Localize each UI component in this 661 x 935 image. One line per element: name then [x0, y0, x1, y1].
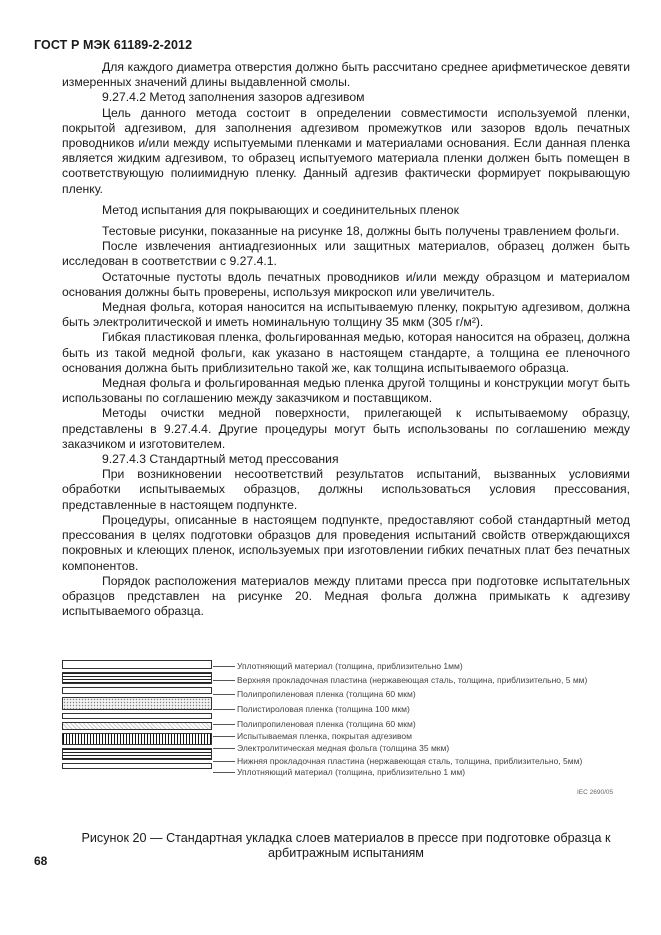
layer-label: Полистироловая пленка (толщина 100 мкм)	[237, 704, 410, 714]
leader-line	[213, 724, 235, 725]
paragraph: Медная фольга и фольгированная медью пленка другой толщины и конструкции могут быть использованы по соглашению между заказчиком и поставщиком.	[62, 376, 630, 406]
leader-line	[213, 709, 235, 710]
layer-sealing-top	[62, 660, 212, 669]
paragraph: Методы очистки медной поверхности, прилегающей к испытываемому образцу, представлены в 9.27.4.4. Другие процедуры могут быть использованы по соглашению между заказчиком и изготовителем.	[62, 406, 630, 451]
layer-copper-foil	[62, 733, 212, 745]
layer-test-film	[62, 722, 212, 730]
layer-stack-figure	[62, 660, 630, 777]
layer-top-plate	[62, 672, 212, 684]
layer-label: Полипропиленовая пленка (толщина 60 мкм)	[237, 689, 416, 699]
layer-label: Полипропиленовая пленка (толщина 60 мкм)	[237, 719, 416, 729]
leader-line	[213, 761, 235, 762]
layer-label: Нижняя прокладочная пластина (нержавеющая сталь, толщина, приблизительно, 5мм)	[237, 756, 583, 766]
layer-label: Уплотняющий материал (толщина, приблизительно 1мм)	[237, 661, 463, 671]
leader-line	[213, 666, 235, 667]
body-text	[62, 60, 630, 619]
paragraph: После извлечения антиадгезионных или защитных материалов, образец должен быть исследован в соответствии с 9.27.4.1.	[62, 239, 630, 269]
paragraph: Процедуры, описанные в настоящем подпункте, предоставляют собой стандартный метод прессования в целях подготовки образцов для проведения испытаний свойств отверждающихся покровных и клеющих пленок, используемых при изготовлении гибких печатных плат без печатных компонентов.	[62, 512, 630, 573]
leader-line	[213, 772, 235, 773]
layer-label: Электролитическая медная фольга (толщина 35 мкм)	[237, 743, 450, 753]
layer-label: Испытываемая пленка, покрытая адгезивом	[237, 731, 412, 741]
section-heading: 9.27.4.2 Метод заполнения зазоров адгезивом	[102, 90, 365, 105]
iec-reference: IEC 2690/05	[577, 789, 614, 796]
leader-line	[213, 748, 235, 749]
layer-label: Уплотняющий материал (толщина, приблизительно 1 мм)	[237, 767, 466, 777]
document-header: ГОСТ Р МЭК 61189-2-2012	[34, 38, 193, 52]
paragraph: Медная фольга, которая наносится на испытываемую пленку, покрытую адгезивом, должна быть электролитической и иметь номинальную толщину 35 мкм (305 г/м²).	[62, 300, 630, 330]
subheading: Метод испытания для покрывающих и соединительных пленок	[102, 202, 459, 217]
layer-polystyrene	[62, 697, 212, 710]
paragraph: Цель данного метода состоит в определении совместимости используемой пленки, покрытой адгезивом, для заполнения адгезивом промежутков или зазоров вдоль печатных проводников и/или между испытуемыми пленками и материалами основания. Если данная пленка является жидким адгезивом, то образец испытуемого материала пленки должен быть помещен в соответствующую полиимидную пленку. Данный адгезив фактически формирует покрывающую пленку.	[62, 105, 630, 196]
layer-bottom-plate	[62, 748, 212, 760]
layer-sealing-bottom	[62, 763, 212, 769]
layer-label: Верхняя прокладочная пластина (нержавеющая сталь, толщина, приблизительно, 5 мм)	[237, 675, 588, 685]
figure-caption: Рисунок 20 — Стандартная укладка слоев материалов в прессе при подготовке образца к арбитражным испытаниям	[81, 831, 611, 860]
paragraph: Гибкая пластиковая пленка, фольгированная медью, которая наносится на образец, должна быть из такой медной фольги, как указано в настоящем стандарте, а толщина ее пленочного основания должна быть приблизительно такой же, как толщина испытываемого образца.	[62, 330, 630, 375]
layer-polypropylene-1	[62, 687, 212, 694]
layer-stack-diagram	[62, 660, 212, 769]
paragraph: Тестовые рисунки, показанные на рисунке 18, должны быть получены травлением фольги.	[102, 224, 620, 239]
leader-line	[213, 694, 235, 695]
leader-line	[213, 680, 235, 681]
page-number: 68	[34, 854, 48, 868]
paragraph: При возникновении несоответствий результатов испытаний, вызванных условиями обработки испытываемых образцов, должны использоваться условия прессования, представленные в настоящем подпункте.	[62, 467, 630, 512]
paragraph: Остаточные пустоты вдоль печатных проводников и/или между образцом и материалом основания должны быть проверены, используя микроскоп или увеличитель.	[62, 269, 630, 299]
section-heading: 9.27.4.3 Стандартный метод прессования	[102, 452, 339, 467]
paragraph: Порядок расположения материалов между плитами пресса при подготовке испытательных образцов представлен на рисунке 20. Медная фольга должна примыкать к адгезиву испытываемого образца.	[62, 573, 630, 619]
layer-polypropylene-2	[62, 713, 212, 719]
leader-line	[213, 736, 235, 737]
paragraph: Для каждого диаметра отверстия должно быть рассчитано среднее арифметическое девяти измеренных значений длины выдавленной смолы.	[62, 60, 630, 90]
